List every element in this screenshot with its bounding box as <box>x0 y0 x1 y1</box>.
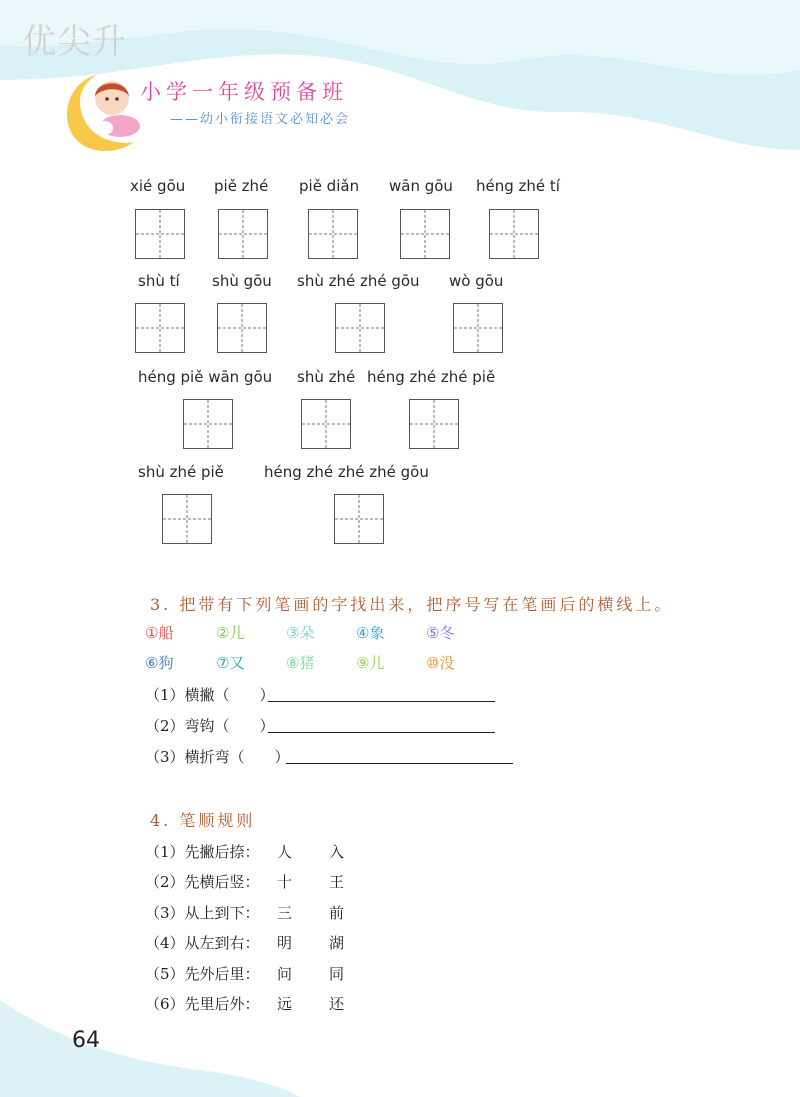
rule-example: 人 <box>277 843 293 861</box>
writing-grid[interactable] <box>183 399 233 449</box>
bottom-wave <box>0 1000 300 1097</box>
rule-label: （1）先撇后捺： <box>145 843 260 861</box>
option-item: ⑥狗 <box>145 654 174 672</box>
writing-grid[interactable] <box>334 494 384 544</box>
question-label: （2）弯钩（ ） <box>145 717 275 735</box>
answer-line[interactable] <box>286 763 513 764</box>
writing-grid[interactable] <box>409 399 459 449</box>
section-4-title: 4. 笔顺规则 <box>150 811 256 830</box>
writing-grid[interactable] <box>135 303 185 353</box>
writing-grid[interactable] <box>217 303 267 353</box>
stroke-pinyin: shù tí <box>138 272 180 290</box>
grid-guides <box>163 495 211 543</box>
page-number: 64 <box>72 1028 100 1053</box>
stroke-pinyin: shù zhé piě <box>138 463 224 481</box>
writing-grid[interactable] <box>400 209 450 259</box>
section-3-title: 3. 把带有下列笔画的字找出来，把序号写在笔画后的横线上。 <box>150 595 674 614</box>
grid-guides <box>401 210 449 258</box>
grid-guides <box>219 210 267 258</box>
grid-guides <box>184 400 232 448</box>
question-label: （1）横撇（ ） <box>145 686 275 704</box>
stroke-pinyin: shù zhé zhé gōu <box>297 272 420 290</box>
stroke-pinyin: wò gōu <box>449 272 504 290</box>
stroke-pinyin: héng zhé zhé zhé gōu <box>264 463 429 481</box>
writing-grid[interactable] <box>453 303 503 353</box>
option-item: ⑩没 <box>426 654 455 672</box>
option-item: ⑨儿 <box>356 654 385 672</box>
option-item: ⑦又 <box>216 654 245 672</box>
option-item: ③朵 <box>286 624 315 642</box>
rule-example: 问 <box>277 965 293 983</box>
stroke-pinyin: piě zhé <box>214 177 269 195</box>
brand-logo: 优尖升 <box>22 22 127 62</box>
rule-label: （2）先横后竖： <box>145 873 260 891</box>
rule-example: 十 <box>277 873 293 891</box>
option-item: ①船 <box>145 624 174 642</box>
grid-guides <box>136 210 184 258</box>
rule-example: 还 <box>329 995 345 1013</box>
answer-line[interactable] <box>268 732 495 733</box>
grid-guides <box>302 400 350 448</box>
moon-child-illustration <box>58 68 150 156</box>
stroke-pinyin: piě diǎn <box>299 177 360 195</box>
writing-grid[interactable] <box>218 209 268 259</box>
grid-guides <box>136 304 184 352</box>
answer-line[interactable] <box>268 701 495 702</box>
page-title: 小学一年级预备班 <box>140 80 348 104</box>
writing-grid[interactable] <box>301 399 351 449</box>
writing-grid[interactable] <box>162 494 212 544</box>
rule-example: 前 <box>329 904 345 922</box>
grid-guides <box>218 304 266 352</box>
option-item: ⑤冬 <box>426 624 455 642</box>
rule-example: 远 <box>277 995 293 1013</box>
rule-example: 湖 <box>329 934 345 952</box>
rule-example: 王 <box>329 873 345 891</box>
rule-example: 明 <box>277 934 293 952</box>
option-item: ⑧猪 <box>286 654 315 672</box>
stroke-pinyin: héng zhé zhé piě <box>367 368 496 386</box>
writing-grid[interactable] <box>489 209 539 259</box>
option-item: ④象 <box>356 624 385 642</box>
rule-label: （4）从左到右： <box>145 934 260 952</box>
page-subtitle: ——幼小衔接语文必知必会 <box>170 112 351 127</box>
grid-guides <box>309 210 357 258</box>
grid-guides <box>410 400 458 448</box>
rule-label: （6）先里后外： <box>145 995 260 1013</box>
grid-guides <box>454 304 502 352</box>
option-item: ②儿 <box>216 624 245 642</box>
stroke-pinyin: héng piě wān gōu <box>138 368 273 386</box>
grid-guides <box>335 495 383 543</box>
stroke-pinyin: shù gōu <box>212 272 272 290</box>
rule-example: 入 <box>329 843 345 861</box>
stroke-pinyin: xié gōu <box>130 177 186 195</box>
writing-grid[interactable] <box>135 209 185 259</box>
question-label: （3）横折弯（ ） <box>145 748 290 766</box>
rule-example: 同 <box>329 965 345 983</box>
writing-grid[interactable] <box>335 303 385 353</box>
grid-guides <box>490 210 538 258</box>
stroke-pinyin: shù zhé <box>297 368 356 386</box>
rule-label: （5）先外后里： <box>145 965 260 983</box>
stroke-pinyin: wān gōu <box>389 177 453 195</box>
rule-example: 三 <box>277 904 293 922</box>
grid-guides <box>336 304 384 352</box>
stroke-pinyin: héng zhé tí <box>476 177 560 195</box>
writing-grid[interactable] <box>308 209 358 259</box>
rule-label: （3）从上到下： <box>145 904 260 922</box>
